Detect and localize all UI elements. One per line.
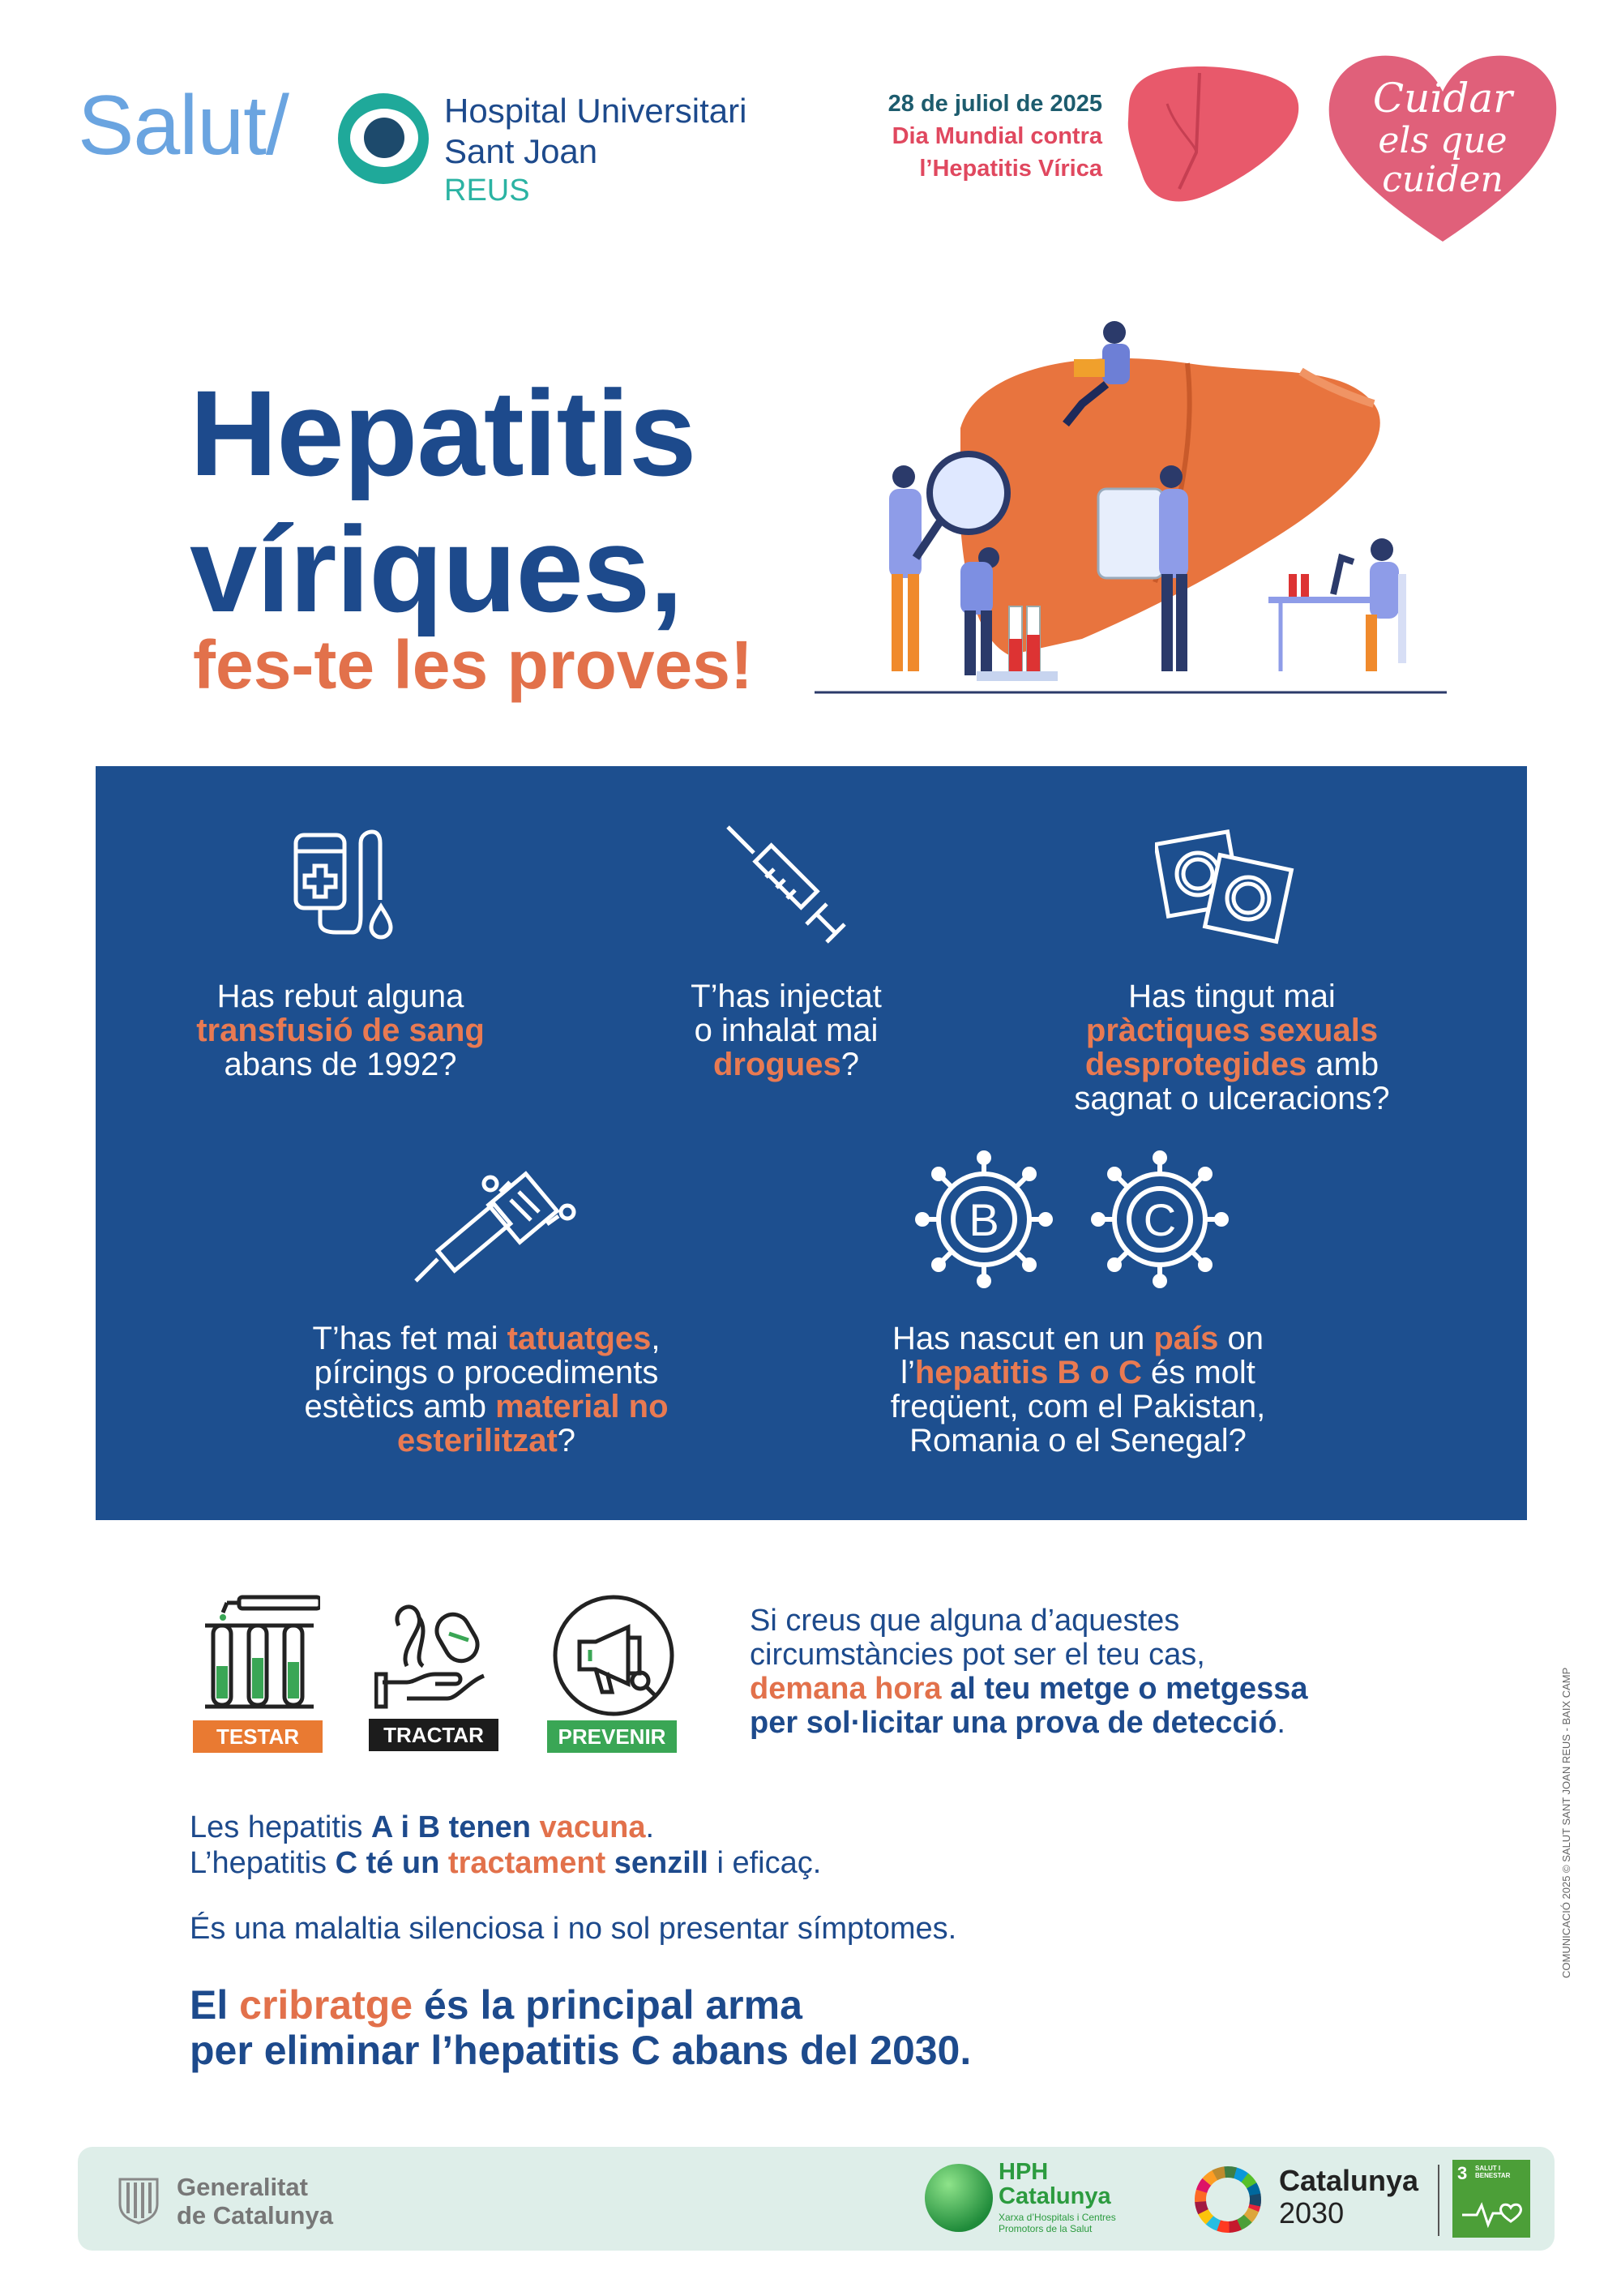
question-birth-country: Has nascut en un país on l’hepatitis B o C és molt freqüent, com el Pakistan, Romania o el Senegal?	[890, 1321, 1266, 1459]
hero-subtitle: fes-te les proves!	[193, 627, 753, 703]
generalitat-text: Generalitat de Catalunya	[177, 2173, 333, 2230]
hepatitis-c-virus-icon	[1090, 1150, 1230, 1289]
blood-transfusion-icon	[284, 827, 405, 949]
hph-subtitle: Xarxa d’Hospitals i Centres Promotors de la Salut	[999, 2212, 1116, 2234]
question-unprotected-sex: Has tingut mai pràctiques sexuals desprotegides amb sagnat o ulceracions?	[1074, 979, 1390, 1116]
prevenir-label: PREVENIR	[547, 1720, 677, 1753]
hospital-name: Hospital Universitari Sant Joan	[444, 92, 747, 170]
tattoo-machine-icon	[409, 1167, 580, 1289]
question-drugs: T’has injectat o inhalat mai drogues?	[691, 979, 882, 1082]
salut-logo-text: Salut/	[78, 79, 289, 173]
hph-catalunya-title: HPH Catalunya	[999, 2159, 1111, 2209]
megaphone-prevention-icon	[551, 1593, 677, 1719]
cuidar-els-que-cuiden-badge	[1321, 47, 1564, 250]
generalitat-emblem-icon	[113, 2174, 164, 2225]
sdg3-badge: 3 SALUT I BENESTAR	[1452, 2160, 1530, 2238]
badge-line1: Cuidar	[1372, 75, 1513, 122]
virus-letter-c: C	[1143, 1194, 1177, 1245]
badge-line3: cuiden	[1382, 159, 1503, 200]
heartbeat-icon	[1461, 2197, 1522, 2230]
question-tattoos: T’has fet mai tatuatges, pírcings o procediments estètics amb material no esterilitzat?	[304, 1321, 669, 1459]
lab-liver-illustration	[815, 315, 1447, 696]
treatment-hand-icon	[374, 1593, 496, 1715]
hospital-city: REUS	[444, 173, 530, 208]
tractar-label: TRACTAR	[369, 1719, 498, 1751]
virus-letter-b: B	[969, 1194, 999, 1245]
hero-title: Hepatitis víriques,	[190, 365, 696, 637]
copyright-credit: COMUNICACIÓ 2025 © SALUT SANT JOAN REUS - BAIX CAMP	[1560, 1667, 1572, 1978]
vaccine-treatment-info: Les hepatitis A i B tenen vacuna. L’hepatitis C té un tractament senzill i eficaç.	[190, 1810, 822, 1880]
condom-icon	[1155, 825, 1301, 955]
screening-statement: El cribratge és la principal arma per eliminar l’hepatitis C abans del 2030.	[190, 1982, 972, 2073]
question-transfusion: Has rebut alguna transfusió de sang abans de 1992?	[196, 979, 485, 1082]
syringe-icon	[721, 820, 851, 950]
hospital-logo-icon	[336, 91, 431, 186]
test-tubes-icon	[199, 1593, 320, 1715]
hph-globe-icon	[922, 2161, 995, 2234]
testar-label: TESTAR	[193, 1720, 323, 1753]
badge-line2: els que	[1378, 120, 1508, 161]
catalunya-2030-text: Catalunya 2030	[1279, 2164, 1419, 2230]
silent-disease-info: És una malaltia silenciosa i no sol presentar símptomes.	[190, 1912, 957, 1946]
hepatitis-b-virus-icon	[914, 1150, 1054, 1289]
liver-icon	[1118, 55, 1305, 209]
event-date-block: 28 de juliol de 2025 Dia Mundial contra l’Hepatitis Vírica	[887, 91, 1102, 182]
footer-divider	[1438, 2165, 1439, 2236]
sdg-wheel-icon	[1191, 2163, 1264, 2236]
call-to-action-text: Si creus que alguna d’aquestes circumstàncies pot ser el teu cas, demana hora al teu metge o metgessa per sol·licitar una prova de detecció.	[750, 1604, 1308, 1740]
